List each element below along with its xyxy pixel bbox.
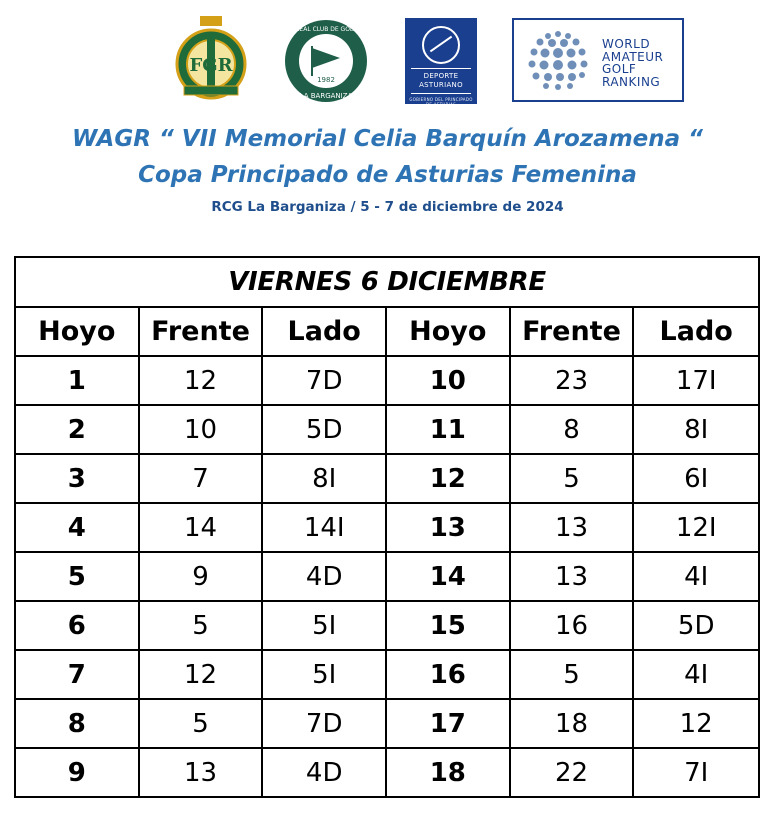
- hole-number-cell: 13: [386, 503, 510, 552]
- front-distance-cell: 22: [510, 748, 634, 797]
- hole-number-cell: 2: [15, 405, 139, 454]
- front-distance-cell: 5: [510, 650, 634, 699]
- side-offset-cell: 12: [633, 699, 759, 748]
- club-top-text: REAL CLUB DE GOLF: [295, 26, 357, 33]
- side-offset-cell: 7D: [262, 356, 386, 405]
- table-row: [15, 650, 759, 699]
- hole-number-cell: 9: [15, 748, 139, 797]
- side-offset-cell: 4D: [262, 748, 386, 797]
- hole-number-cell: 5: [15, 552, 139, 601]
- hole-number-cell: 18: [386, 748, 510, 797]
- deporte-line1: DEPORTE: [423, 72, 459, 80]
- front-distance-cell: 5: [139, 699, 263, 748]
- deporte-line2: ASTURIANO: [419, 81, 463, 89]
- event-title: WAGR “ VII Memorial Celia Barquín Arozamena “: [72, 126, 703, 152]
- hole-number-cell: 14: [386, 552, 510, 601]
- column-header-row: [15, 307, 759, 356]
- hole-number-cell: 7: [15, 650, 139, 699]
- hole-number-cell: 10: [386, 356, 510, 405]
- deporte-ring-icon: [422, 26, 460, 64]
- column-header-right-hoyo: Hoyo: [386, 307, 510, 356]
- side-offset-cell: 5I: [262, 650, 386, 699]
- column-header-right-lado: Lado: [633, 307, 759, 356]
- side-offset-cell: 7D: [262, 699, 386, 748]
- front-distance-cell: 18: [510, 699, 634, 748]
- day-header: VIERNES 6 DICIEMBRE: [15, 257, 759, 307]
- side-offset-cell: 5I: [262, 601, 386, 650]
- front-distance-cell: 5: [139, 601, 263, 650]
- front-distance-cell: 13: [510, 552, 634, 601]
- table-row: [15, 601, 759, 650]
- column-header-left-hoyo: Hoyo: [15, 307, 139, 356]
- hole-number-cell: 4: [15, 503, 139, 552]
- pin-positions-table: [14, 256, 760, 798]
- side-offset-cell: 12I: [633, 503, 759, 552]
- side-offset-cell: 4D: [262, 552, 386, 601]
- front-distance-cell: 13: [139, 748, 263, 797]
- hole-number-cell: 1: [15, 356, 139, 405]
- hole-number-cell: 16: [386, 650, 510, 699]
- front-distance-cell: 23: [510, 356, 634, 405]
- side-offset-cell: 5D: [633, 601, 759, 650]
- column-header-right-frente: Frente: [510, 307, 634, 356]
- front-distance-cell: 7: [139, 454, 263, 503]
- hole-number-cell: 8: [15, 699, 139, 748]
- table-row: [15, 748, 759, 797]
- table-row: [15, 503, 759, 552]
- hole-number-cell: 3: [15, 454, 139, 503]
- front-distance-cell: 13: [510, 503, 634, 552]
- hole-number-cell: 17: [386, 699, 510, 748]
- front-distance-cell: 12: [139, 356, 263, 405]
- front-distance-cell: 9: [139, 552, 263, 601]
- front-distance-cell: 14: [139, 503, 263, 552]
- table-row: [15, 699, 759, 748]
- wagr-line-ranking: RANKING: [602, 74, 661, 89]
- table-body: [15, 356, 759, 797]
- side-offset-cell: 7I: [633, 748, 759, 797]
- table-row: [15, 356, 759, 405]
- golf-ball-icon: [526, 28, 590, 92]
- side-offset-cell: 14I: [262, 503, 386, 552]
- club-bottom-text: LA BARGANIZA: [299, 92, 353, 100]
- hole-number-cell: 11: [386, 405, 510, 454]
- real-club-golf-la-barganiza-logo: [282, 18, 370, 104]
- side-offset-cell: 6I: [633, 454, 759, 503]
- logo-strip: [0, 14, 775, 106]
- front-distance-cell: 8: [510, 405, 634, 454]
- deporte-small-text: GOBIERNO DEL PRINCIPADO DE ASTURIAS: [409, 97, 473, 107]
- front-distance-cell: 10: [139, 405, 263, 454]
- event-venue-dates: RCG La Barganiza / 5 - 7 de diciembre de 2024: [211, 199, 564, 215]
- side-offset-cell: 4I: [633, 650, 759, 699]
- front-distance-cell: 12: [139, 650, 263, 699]
- column-header-left-lado: Lado: [262, 307, 386, 356]
- side-offset-cell: 4I: [633, 552, 759, 601]
- fgr-logo: [170, 16, 252, 104]
- front-distance-cell: 16: [510, 601, 634, 650]
- side-offset-cell: 8I: [262, 454, 386, 503]
- table-row: [15, 454, 759, 503]
- hole-number-cell: 6: [15, 601, 139, 650]
- fgr-logo-text: FGR: [189, 55, 233, 76]
- wagr-line-world: WORLD: [602, 37, 651, 51]
- wagr-line-amateur: AMATEUR: [602, 49, 664, 64]
- side-offset-cell: 17I: [633, 356, 759, 405]
- front-distance-cell: 5: [510, 454, 634, 503]
- wagr-line-golf: GOLF: [602, 62, 637, 76]
- event-subtitle-cup: Copa Principado de Asturias Femenina: [138, 162, 637, 188]
- table-row: [15, 405, 759, 454]
- hole-number-cell: 12: [386, 454, 510, 503]
- table-row: [15, 552, 759, 601]
- wagr-logo: [512, 18, 684, 102]
- hole-number-cell: 15: [386, 601, 510, 650]
- club-year-text: 1982: [317, 76, 335, 84]
- side-offset-cell: 5D: [262, 405, 386, 454]
- column-header-left-frente: Frente: [139, 307, 263, 356]
- deporte-asturiano-logo: [405, 18, 477, 107]
- side-offset-cell: 8I: [633, 405, 759, 454]
